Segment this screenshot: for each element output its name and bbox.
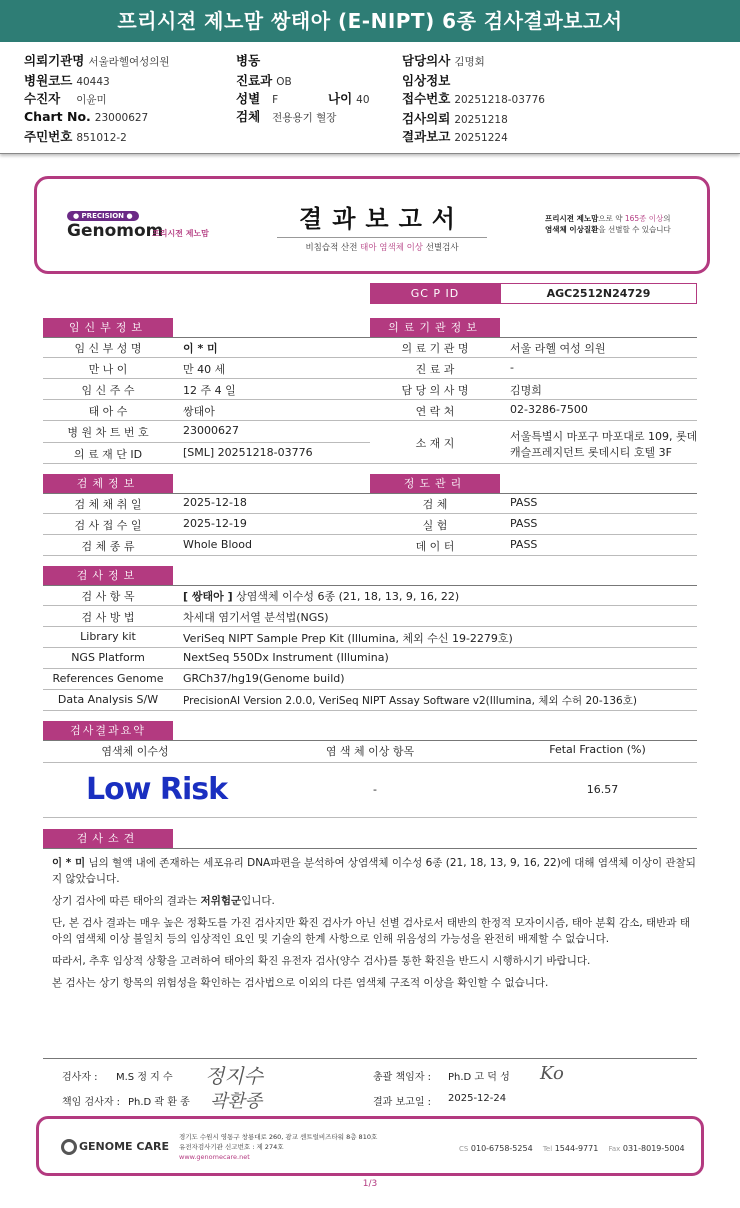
chief-label: 총괄 책임자 : bbox=[373, 1072, 432, 1083]
report-date-label: 결과 보고일 : bbox=[373, 1097, 432, 1108]
precision-tag: ● PRECISION ● bbox=[67, 211, 139, 221]
risk-result: Low Risk bbox=[86, 772, 228, 807]
info-value: 40443 bbox=[76, 76, 110, 88]
info-value: F bbox=[272, 94, 279, 106]
tester-signature: 정지수 bbox=[205, 1064, 263, 1088]
info-value: 20251224 bbox=[454, 132, 508, 144]
row-label: 진 료 과 bbox=[415, 363, 455, 376]
banner-tagline: 프리시젼 제노맘으로 약 165종 이상의 염색체 이상질환을 선별할 수 있습니다 bbox=[545, 214, 671, 234]
abnormal-items: - bbox=[373, 783, 377, 796]
row-label: 검 체 종 류 bbox=[81, 540, 135, 553]
chart-number: 23000627 bbox=[183, 424, 239, 437]
row-label: 병 원 차 트 번 호 bbox=[67, 426, 149, 439]
responsible-tester-name: Ph.D 곽 환 종 bbox=[128, 1097, 190, 1108]
section-specimen-info: 검체정보 bbox=[43, 474, 173, 493]
genomom-logo: Genomom bbox=[67, 221, 164, 241]
row-label: 검 사 접 수 일 bbox=[74, 519, 142, 532]
footer-box bbox=[36, 1116, 704, 1176]
row-label: Data Analysis S/W bbox=[57, 693, 159, 706]
patient-age: 만 40 세 bbox=[183, 363, 226, 376]
opinion-paragraph-4: 따라서, 추후 임상적 상황을 고려하여 태아의 확진 유전자 검사(양수 검사)를 통한 확진을 반드시 시행하시기 바랍니다. bbox=[52, 955, 591, 967]
opinion-paragraph-2: 상기 검사에 따른 태아의 결과는 저위험군입니다. bbox=[52, 895, 275, 907]
info-key: 나이 bbox=[328, 91, 353, 106]
info-value: 서울라헬여성의원 bbox=[88, 56, 170, 68]
row-label: Library kit bbox=[80, 630, 136, 643]
info-value: 40 bbox=[356, 94, 370, 106]
summary-col-aneuploidy: 염색체 이수성 bbox=[101, 745, 169, 758]
address-line-2: 캐슬프레지던트 롯데시티 호텔 3F bbox=[510, 446, 672, 459]
footer-address: 경기도 수원시 영통구 창룡대로 260, 광교 센트럴비즈타워 8층 810호 유전자검사기관 신고번호 : 제 274호 www.genomecare.net bbox=[179, 1133, 378, 1161]
test-method: 차세대 염기서열 분석법(NGS) bbox=[183, 611, 329, 624]
info-key: 결과보고 bbox=[402, 129, 451, 144]
chief-signature: Ko bbox=[540, 1063, 564, 1084]
row-label: 의 료 재 단 ID bbox=[73, 448, 143, 461]
info-key: 접수번호 bbox=[402, 91, 451, 106]
info-key: 검사의뢰 bbox=[402, 111, 451, 126]
contact-number: 02-3286-7500 bbox=[510, 403, 588, 416]
row-label: 데 이 터 bbox=[415, 540, 455, 553]
info-value: 20251218-03776 bbox=[454, 94, 545, 106]
doctor-name: 김명희 bbox=[510, 384, 542, 397]
page-number: 1/3 bbox=[362, 1179, 378, 1189]
patient-name: 이 * 미 bbox=[183, 342, 218, 355]
gcpid-label: GC P ID bbox=[370, 283, 500, 304]
genomecare-logo: GENOME CARE bbox=[61, 1139, 169, 1155]
address-line-1: 서울특별시 마포구 마포대로 109, 롯데 bbox=[510, 430, 698, 443]
qc-experiment: PASS bbox=[510, 517, 538, 530]
section-test-opinion: 검사소견 bbox=[43, 829, 173, 848]
row-label: 임 신 부 성 명 bbox=[74, 342, 142, 355]
institution-name: 서울 라헬 여성 의원 bbox=[510, 342, 606, 355]
summary-col-fetal-fraction: Fetal Fraction (%) bbox=[549, 743, 646, 756]
opinion-paragraph-5: 본 검사는 상기 항목의 위험성을 확인하는 검사법으로 이외의 다른 염색체 구조적 이상을 확인할 수 없습니다. bbox=[52, 977, 549, 989]
department: - bbox=[510, 361, 514, 374]
tester-name: M.S 정 지 수 bbox=[116, 1072, 173, 1083]
section-test-info: 검사정보 bbox=[43, 566, 173, 585]
opinion-paragraph-1: 이 * 미 님의 혈액 내에 존재하는 세포유리 DNA파편을 분석하여 상염색체 이수성 6종 (21, 18, 13, 9, 16, 22)에 대해 염색체 이상이 관찰되지 않았습니다. bbox=[52, 857, 696, 885]
section-institution-info: 의료기관정보 bbox=[370, 318, 500, 337]
row-label: 검 체 bbox=[422, 498, 448, 511]
info-key: 담당의사 bbox=[402, 53, 451, 68]
row-label: 검 사 방 법 bbox=[81, 611, 135, 624]
genomom-logo-sub: 프리시젼 제노맘 bbox=[152, 229, 209, 238]
footer-contacts: CS 010-6758-5254 Tel 1544-9771 Fax 031-8019-5004 bbox=[459, 1144, 685, 1153]
banner-subtitle: 비침습적 산전 태아 염색체 이상 선별검사 bbox=[277, 237, 487, 253]
tester-label: 검사자 : bbox=[62, 1072, 98, 1083]
chief-name: Ph.D 고 덕 성 bbox=[448, 1072, 510, 1083]
responsible-tester-label: 책임 검사자 : bbox=[62, 1097, 121, 1108]
row-label: 만 나 이 bbox=[88, 363, 128, 376]
info-key: 병동 bbox=[236, 53, 261, 68]
row-label: 실 험 bbox=[422, 519, 448, 532]
info-key: 진료과 bbox=[236, 73, 273, 88]
gestational-weeks: 12 주 4 일 bbox=[183, 384, 236, 397]
section-quality-control: 정도관리 bbox=[370, 474, 500, 493]
banner-title: 결과보고서 bbox=[299, 205, 465, 233]
info-value: 이윤미 bbox=[76, 94, 107, 106]
report-banner bbox=[34, 176, 710, 274]
info-value: 23000627 bbox=[94, 112, 149, 124]
info-value: 851012-2 bbox=[76, 132, 127, 144]
info-key: 성별 bbox=[236, 91, 261, 106]
footer-website: www.genomecare.net bbox=[179, 1153, 250, 1161]
row-label: NGS Platform bbox=[71, 651, 145, 664]
reference-genome: GRCh37/hg19(Genome build) bbox=[183, 672, 345, 685]
fetus-count: 쌍태아 bbox=[183, 405, 215, 418]
ngs-platform: NextSeq 550Dx Instrument (Illumina) bbox=[183, 651, 389, 664]
request-info-panel bbox=[0, 42, 740, 154]
info-value: 20251218 bbox=[454, 114, 508, 126]
genomecare-icon bbox=[61, 1139, 77, 1155]
receipt-date: 2025-12-19 bbox=[183, 517, 247, 530]
info-key: 임상정보 bbox=[402, 73, 451, 88]
row-label: 담 당 의 사 명 bbox=[401, 384, 469, 397]
row-label: 검 체 채 취 일 bbox=[74, 498, 142, 511]
row-label: 소 재 지 bbox=[415, 437, 455, 450]
qc-specimen: PASS bbox=[510, 496, 538, 509]
responsible-tester-signature: 곽환종 bbox=[210, 1091, 263, 1112]
row-label: 임 신 주 수 bbox=[81, 384, 135, 397]
collection-date: 2025-12-18 bbox=[183, 496, 247, 509]
report-date: 2025-12-24 bbox=[448, 1093, 507, 1104]
row-label: 태 아 수 bbox=[88, 405, 128, 418]
info-value: 전용용기 혈장 bbox=[272, 112, 337, 124]
summary-col-abnormal: 염 색 체 이상 항목 bbox=[325, 745, 415, 758]
foundation-id: [SML] 20251218-03776 bbox=[183, 446, 313, 459]
row-label: References Genome bbox=[52, 672, 164, 685]
qc-data: PASS bbox=[510, 538, 538, 551]
row-label: 연 락 처 bbox=[415, 405, 455, 418]
analysis-software: PrecisionAI Version 2.0.0, VeriSeq NIPT Assay Software v2(Illumina, 체외 수허 20-136호) bbox=[183, 695, 637, 707]
row-label: 검 사 항 목 bbox=[81, 590, 135, 603]
info-key: 병원코드 bbox=[24, 73, 73, 88]
opinion-paragraph-3: 단, 본 검사 결과는 매우 높은 정확도를 가진 검사지만 확진 검사가 아닌 선별 검사로서 태반의 한정적 모자이시즘, 태아 분획 감소, 태반과 태아의 염색체 이상 불일치 등의 임상적인 요인 및 기술의 한계 사항으로 인해 위음성의 가능성을 완전히 배제할 수 없습니다. bbox=[52, 917, 690, 945]
report-title: 프리시젼 제노맘 쌍태아 (E-NIPT) 6종 검사결과보고서 bbox=[0, 0, 740, 42]
row-label: 의 료 기 관 명 bbox=[401, 342, 469, 355]
specimen-type: Whole Blood bbox=[183, 538, 252, 551]
info-key: 주민번호 bbox=[24, 129, 73, 144]
info-key: 수진자 bbox=[24, 91, 61, 106]
info-key: Chart No. bbox=[24, 109, 91, 124]
info-key: 의뢰기관명 bbox=[24, 53, 85, 68]
section-pregnant-info: 임신부정보 bbox=[43, 318, 173, 337]
test-item: [ 쌍태아 ] 상염색체 이수성 6종 (21, 18, 13, 9, 16, 22) bbox=[183, 590, 460, 603]
info-value: OB bbox=[276, 76, 292, 88]
fetal-fraction-value: 16.57 bbox=[586, 783, 619, 796]
library-kit: VeriSeq NIPT Sample Prep Kit (Illumina, 체외 수신 19-2279호) bbox=[183, 632, 513, 645]
info-value: 김명회 bbox=[454, 56, 485, 68]
info-key: 검체 bbox=[236, 109, 261, 124]
section-result-summary: 검사결과요약 bbox=[43, 721, 173, 740]
gcpid-value: AGC2512N24729 bbox=[500, 283, 697, 304]
